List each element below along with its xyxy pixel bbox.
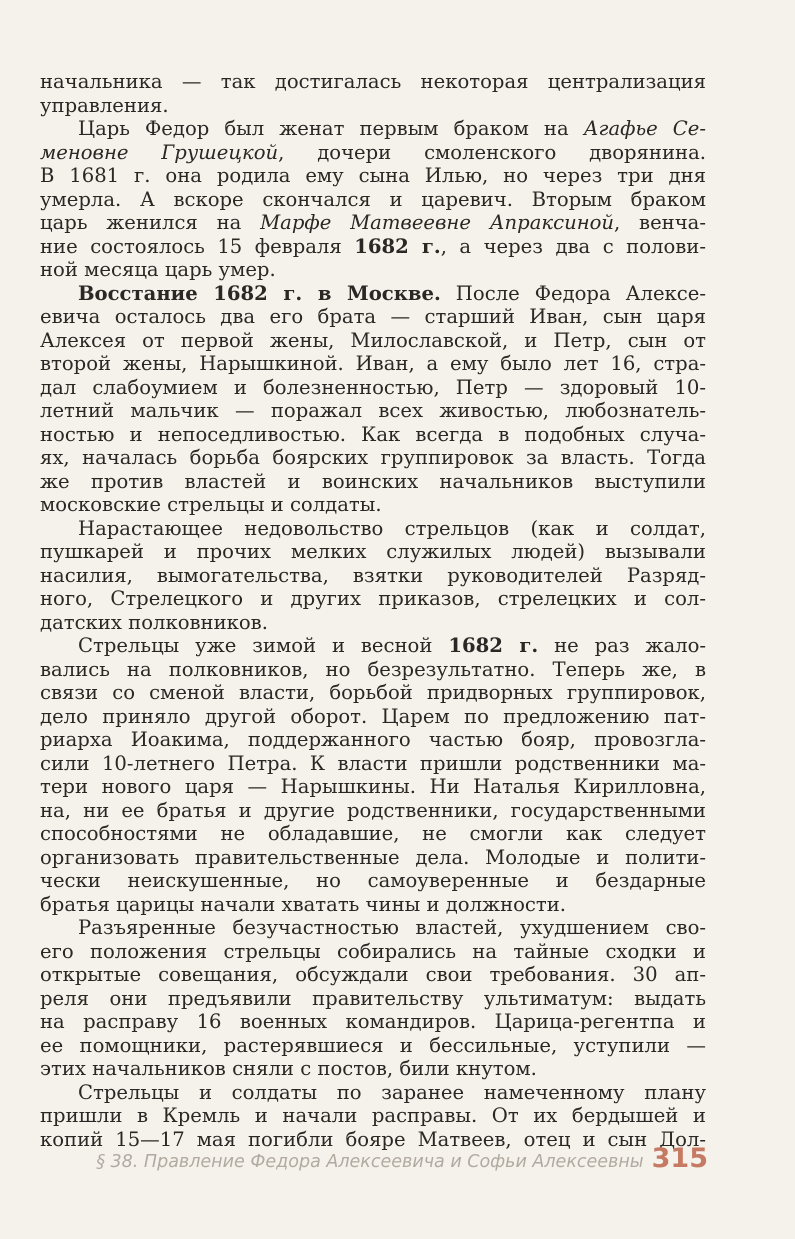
text-span: начальника — так достигалась некоторая централизация	[40, 70, 706, 93]
paragraph	[40, 517, 706, 635]
text-line	[40, 940, 706, 964]
text-line	[40, 705, 706, 729]
text-line	[40, 282, 706, 306]
text-line	[40, 94, 706, 118]
text-span: ностью и непоседливостью. Как всегда в подобных случа-	[40, 422, 706, 446]
paragraph	[40, 916, 706, 1081]
text-line	[40, 305, 706, 329]
text-span: евича осталось два его брата — старший Иван, сын царя	[40, 305, 706, 328]
text-line	[40, 399, 706, 423]
text-span: , а через два с полови-	[440, 234, 706, 258]
text-span: датских полковников.	[40, 610, 268, 634]
text-line	[40, 1057, 706, 1081]
text-span: насилия, вымогательства, взятки руководителей Разряд-	[40, 563, 706, 587]
text-line	[40, 728, 706, 752]
text-span: московские стрельцы и солдаты.	[40, 493, 382, 516]
bold-text: 1682 г.	[354, 234, 441, 258]
paragraph	[40, 282, 706, 517]
text-span: ного, Стрелецкого и других приказов, стрелецких и сол-	[40, 587, 706, 610]
text-span: реля они предъявили правительству ультиматум: выдать	[40, 986, 706, 1010]
bold-text: Восстание 1682 г. в Москве.	[78, 281, 441, 305]
text-line	[40, 846, 706, 870]
text-line	[40, 869, 706, 893]
text-span: на, ни ее братья и другие родственники, государственными	[40, 798, 706, 822]
text-line	[40, 329, 706, 353]
text-span: Нарастающее недовольство стрельцов (как и солдат,	[78, 516, 706, 540]
text-line	[40, 564, 706, 588]
page-number: 315	[651, 1143, 708, 1174]
text-span: дал слабоумием и болезненностью, Петр — здоровый 10-	[40, 375, 706, 399]
text-line	[40, 470, 706, 494]
text-line	[40, 987, 706, 1011]
text-span: связи со сменой власти, борьбой придворных группировок,	[40, 681, 706, 704]
text-line	[40, 799, 706, 823]
text-line	[40, 1081, 706, 1105]
text-line	[40, 893, 706, 917]
text-span: сили 10-летнего Петра. К власти пришли родственники ма-	[40, 751, 706, 775]
running-footer-title: § 38. Правление Федора Алексеевича и Софьи Алексеевны	[96, 1152, 644, 1172]
italic-text: Агафье Се-	[583, 117, 706, 140]
text-line	[40, 517, 706, 541]
text-span: второй жены, Нарышкиной. Иван, а ему было лет 16, стра-	[40, 352, 706, 375]
text-line	[40, 658, 706, 682]
text-line	[40, 822, 706, 846]
text-span: братья царицы начали хватать чины и должности.	[40, 892, 567, 916]
paragraph	[40, 117, 706, 282]
text-span: летний мальчик — поражал всех живостью, любознатель-	[40, 399, 706, 422]
italic-text: Марфе Матвеевне Апраксиной	[260, 211, 615, 234]
text-span: Стрельцы и солдаты по заранее намеченному плану	[78, 1080, 706, 1104]
text-span: , дочери смоленского дворянина.	[278, 140, 706, 164]
text-span: чески неискушенные, но самоуверенные и бездарные	[40, 869, 706, 892]
text-line	[40, 681, 706, 705]
text-line	[40, 493, 706, 517]
text-line	[40, 634, 706, 658]
text-line	[40, 376, 706, 400]
text-line	[40, 258, 706, 282]
text-span: дело приняло другой оборот. Царем по предложению пат-	[40, 704, 706, 728]
paragraph	[40, 634, 706, 916]
body-text	[40, 70, 706, 1151]
italic-text: меновне Грушецкой	[40, 140, 279, 164]
text-line	[40, 775, 706, 799]
text-span: ной месяца царь умер.	[40, 258, 276, 281]
text-line	[40, 587, 706, 611]
text-line	[40, 70, 706, 94]
text-line	[40, 188, 706, 212]
text-span: способностями не обладавшие, не смогли как следует	[40, 822, 706, 845]
text-line	[40, 423, 706, 447]
text-span: Разъяренные безучастностью властей, ухудшением сво-	[78, 916, 706, 939]
text-line	[40, 540, 706, 564]
page-footer	[0, 1143, 708, 1183]
text-span: тери нового царя — Нарышкины. Ни Наталья Кирилловна,	[40, 775, 706, 798]
bold-text: 1682 г.	[448, 634, 539, 657]
text-span: вались на полковников, но безрезультатно. Теперь же, в	[40, 657, 706, 681]
text-span: организовать правительственные дела. Молодые и полити-	[40, 845, 706, 869]
text-span: открытые совещания, обсуждали свои требования. 30 ап-	[40, 963, 706, 986]
text-span: копий 15—17 мая погибли бояре Матвеев, отец и сын Дол-	[40, 1127, 706, 1151]
text-line	[40, 235, 706, 259]
text-span: царь женился на	[40, 211, 261, 234]
text-line	[40, 963, 706, 987]
text-span: на расправу 16 военных командиров. Царица-регентпа и	[40, 1010, 706, 1033]
text-line	[40, 352, 706, 376]
text-line	[40, 1104, 706, 1128]
text-line	[40, 1034, 706, 1058]
text-span: ях, началась борьба боярских группировок за власть. Тогда	[40, 446, 706, 469]
text-span: Алексея от первой жены, Милославской, и Петр, сын от	[40, 328, 706, 352]
text-line	[40, 141, 706, 165]
text-span: умерла. А вскоре скончался и царевич. Вторым браком	[40, 187, 706, 211]
text-span: его положения стрельцы собирались на тайные сходки и	[40, 939, 706, 963]
text-span: управления.	[40, 93, 169, 117]
text-span: Царь Федор был женат первым браком на	[78, 117, 584, 140]
text-line	[40, 916, 706, 940]
paragraph	[40, 1081, 706, 1152]
text-line	[40, 446, 706, 470]
text-span: этих начальников сняли с постов, били кнутом.	[40, 1057, 537, 1080]
text-line	[40, 1010, 706, 1034]
text-span: же против властей и воинских начальников выступили	[40, 469, 706, 493]
text-span: Стрельцы уже зимой и весной	[78, 634, 449, 657]
text-line	[40, 211, 706, 235]
text-span: пришли в Кремль и начали расправы. От их бердышей и	[40, 1104, 706, 1127]
paragraph	[40, 70, 706, 117]
text-span: ее помощники, растерявшиеся и бессильные, уступили —	[40, 1033, 706, 1057]
text-line	[40, 752, 706, 776]
text-line	[40, 164, 706, 188]
text-span: После Федора Алексе-	[440, 281, 706, 305]
text-span: В 1681 г. она родила ему сына Илью, но через три дня	[40, 164, 706, 187]
text-span: , венча-	[614, 211, 706, 234]
text-span: ние состоялось 15 февраля	[40, 234, 355, 258]
text-line	[40, 611, 706, 635]
text-line	[40, 117, 706, 141]
text-span: пушкарей и прочих мелких служилых людей) вызывали	[40, 540, 706, 563]
text-span: риарха Иоакима, поддержанного частью бояр, провозгла-	[40, 728, 706, 751]
text-span: не раз жало-	[538, 634, 706, 657]
